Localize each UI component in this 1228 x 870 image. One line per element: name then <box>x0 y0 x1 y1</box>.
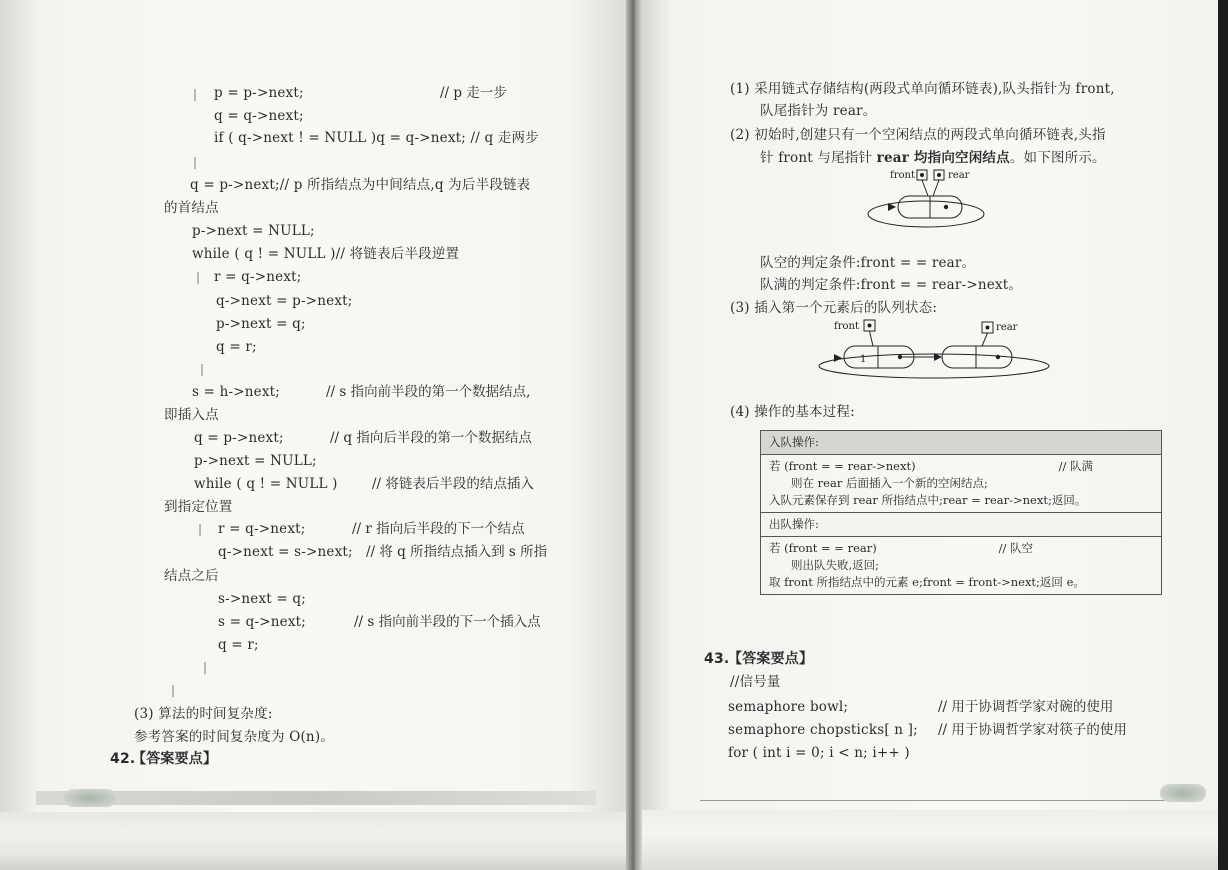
code-line: semaphore bowl; <box>728 699 849 715</box>
enqueue-save: 入队元素保存到 rear 所指结点中;rear = rear->next;返回。 <box>769 493 1087 507</box>
rear-label: rear <box>948 170 970 181</box>
code-comment: // p 走一步 <box>440 85 507 101</box>
code-comment: // r 指向后半段的下一个结点 <box>352 521 525 537</box>
dequeue-take: 取 front 所指结点中的元素 e;front = front->next;返回 e。 <box>769 575 1085 589</box>
code-line: q->next = s->next; <box>218 544 353 560</box>
enqueue-heading: 入队操作: <box>761 431 1162 455</box>
brace-mark: | <box>171 683 176 697</box>
code-line: semaphore chopsticks[ n ]; <box>728 722 918 738</box>
footer-band-left <box>36 791 596 805</box>
loop-arrowhead <box>834 354 842 362</box>
code-comment: // 用于协调哲学家对筷子的使用 <box>938 722 1127 738</box>
complexity-heading: (3) 算法的时间复杂度: <box>134 706 273 722</box>
scan-border <box>1218 0 1228 870</box>
code-line: //信号量 <box>730 674 781 690</box>
book-gutter <box>626 0 642 870</box>
question-number: 43. <box>704 651 730 667</box>
code-comment: // 用于协调哲学家对碗的使用 <box>938 699 1114 715</box>
code-comment: // 将链表后半段的结点插入 <box>372 476 534 492</box>
code-comment: // s 指向前半段的第一个数据结点, <box>326 384 531 400</box>
pointer-dot <box>937 173 941 177</box>
rear-arrow <box>982 333 988 346</box>
text-run: 。如下图所示。 <box>1009 150 1106 166</box>
rear-arrow <box>933 180 939 196</box>
loop-arrowhead <box>888 203 896 211</box>
dequeue-heading: 出队操作: <box>761 513 1162 537</box>
answer-heading: 【答案要点】 <box>728 651 814 667</box>
dequeue-then: 则出队失败,返回; <box>791 558 880 572</box>
brace-mark: | <box>193 155 198 169</box>
free-node <box>942 346 1012 368</box>
code-line: q = p->next;// p 所指结点为中间结点,q 为后半段链表 <box>190 177 531 193</box>
paragraph-1-cont: 队尾指针为 rear。 <box>760 103 877 119</box>
paragraph-4: (4) 操作的基本过程: <box>730 404 855 420</box>
page-bottom-left <box>0 812 632 870</box>
code-line: while ( q ! = NULL ) <box>194 476 338 492</box>
code-line: q = p->next; <box>194 430 284 446</box>
code-comment: // 将 q 所指结点插入到 s 所指 <box>366 544 548 560</box>
brace-mark: | <box>196 270 201 284</box>
code-line: q->next = p->next; <box>216 293 353 309</box>
code-comment: // s 指向前半段的下一个插入点 <box>354 614 541 630</box>
code-line: if ( q->next ! = NULL )q = q->next; // q 走两步 <box>214 130 539 146</box>
front-arrow <box>870 331 874 346</box>
code-comment: // q 指向后半段的第一个数据结点 <box>330 430 532 446</box>
text-run: 针 front 与尾指针 <box>760 150 877 166</box>
code-line: q = q->next; <box>214 108 304 124</box>
page-bottom-right <box>636 810 1228 870</box>
full-condition: 队满的判定条件:front = = rear->next。 <box>760 277 1023 293</box>
rear-label: rear <box>996 322 1018 333</box>
pointer-dot <box>986 326 990 330</box>
front-label: front <box>890 170 915 181</box>
bold-text: rear 均指向空闲结点 <box>876 150 1010 166</box>
node-value: 1 <box>860 354 867 365</box>
paragraph-3: (3) 插入第一个元素后的队列状态: <box>730 300 938 316</box>
paragraph-1: (1) 采用链式存储结构(两段式单向循环链表),队头指针为 front, <box>730 81 1115 97</box>
table-row <box>761 537 1162 595</box>
complexity-text: 参考答案的时间复杂度为 O(n)。 <box>134 729 334 745</box>
condition-line <box>769 540 1153 557</box>
brace-mark: | <box>200 362 205 376</box>
code-line: p->next = NULL; <box>192 223 315 239</box>
code-line: 到指定位置 <box>164 499 233 515</box>
code-line: p->next = q; <box>216 316 306 332</box>
code-line: 的首结点 <box>164 200 219 216</box>
code-line: s = h->next; <box>192 384 281 400</box>
code-line: 结点之后 <box>164 568 219 584</box>
loop-arc <box>868 201 984 227</box>
enqueue-condition-comment: // 队满 <box>1058 459 1093 473</box>
front-arrow <box>922 180 928 196</box>
operations-table <box>760 430 1162 595</box>
pointer-dot <box>868 324 872 328</box>
condition-line <box>769 458 1153 475</box>
paragraph-2: (2) 初始时,创建只有一个空闲结点的两段式单向循环链表,头指 <box>730 127 1106 143</box>
dequeue-steps <box>761 537 1162 595</box>
next-dot <box>898 355 902 359</box>
dequeue-condition: 若 (front = = rear) <box>769 541 877 555</box>
footer-rule-right <box>700 800 1170 801</box>
code-line: p = p->next; <box>214 85 304 101</box>
enqueue-then: 则在 rear 后面插入一个新的空闲结点; <box>791 476 988 490</box>
table-row <box>761 431 1162 455</box>
queue-after-insert-diagram <box>816 316 1052 382</box>
table-row <box>761 455 1162 513</box>
dequeue-condition-comment: // 队空 <box>998 541 1033 555</box>
code-line: r = q->next; <box>218 521 306 537</box>
code-line: p->next = NULL; <box>194 453 317 469</box>
paragraph-2-cont <box>760 149 1106 167</box>
empty-condition: 队空的判定条件:front = = rear。 <box>760 255 976 271</box>
code-line: while ( q ! = NULL )// 将链表后半段逆置 <box>192 246 460 262</box>
pointer-dot <box>920 173 924 177</box>
page-edge-left <box>0 0 38 870</box>
next-dot <box>944 205 948 209</box>
enqueue-steps <box>761 455 1162 513</box>
code-line: r = q->next; <box>214 269 302 285</box>
brace-mark: | <box>193 87 198 101</box>
code-line: s = q->next; <box>218 614 307 630</box>
code-line: 即插入点 <box>164 407 219 423</box>
table-row <box>761 513 1162 537</box>
code-line: for ( int i = 0; i < n; i++ ) <box>728 745 910 761</box>
page-tab-right <box>1160 784 1206 802</box>
front-label: front <box>834 321 859 332</box>
empty-queue-diagram <box>866 166 996 234</box>
page-tab-left <box>64 789 116 807</box>
question-number: 42. <box>110 751 136 767</box>
answer-heading: 【答案要点】 <box>132 751 218 767</box>
brace-mark: | <box>203 660 208 674</box>
code-line: q = r; <box>216 339 257 355</box>
enqueue-condition: 若 (front = = rear->next) <box>769 459 916 473</box>
code-line: s->next = q; <box>218 591 307 607</box>
code-line: q = r; <box>218 637 259 653</box>
brace-mark: | <box>198 522 203 536</box>
